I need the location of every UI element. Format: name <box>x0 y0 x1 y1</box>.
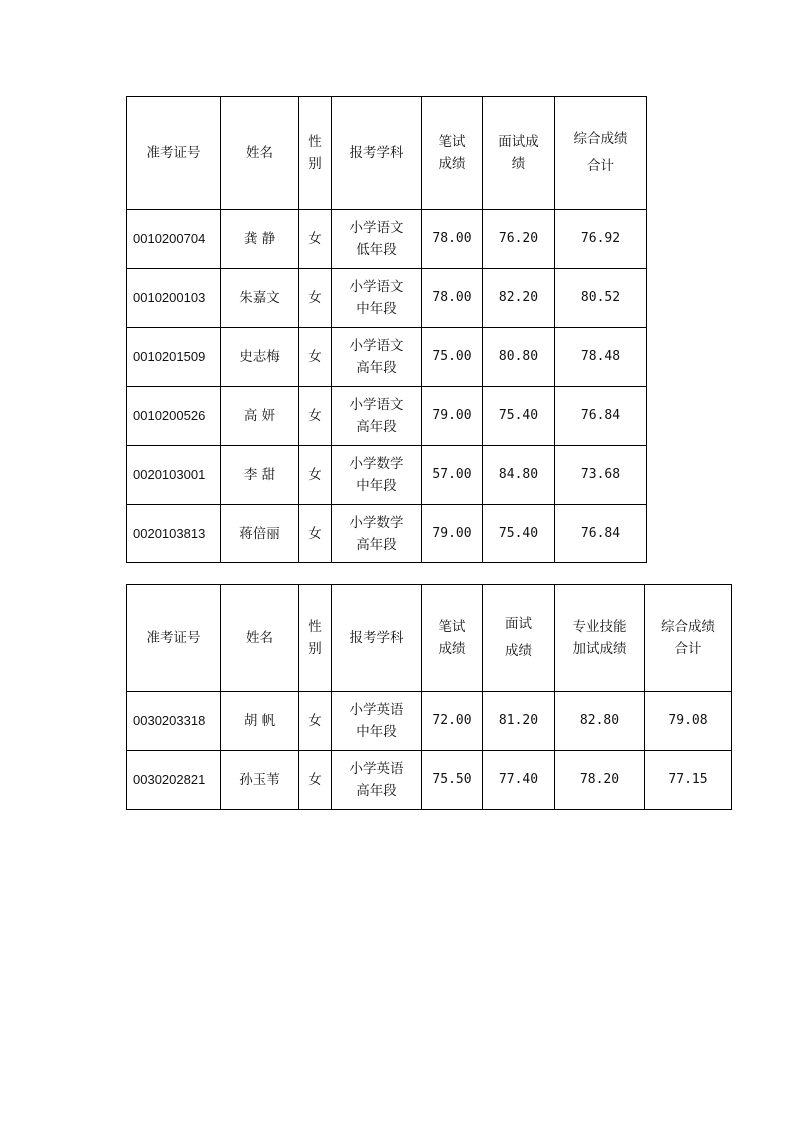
header-written-score: 笔试 成绩 <box>422 97 483 210</box>
table-row <box>127 387 647 446</box>
header-subject: 报考学科 <box>332 585 422 692</box>
skill-score: 82.80 <box>555 692 645 751</box>
exam-id: 0020103001 <box>127 446 221 505</box>
written-score: 79.00 <box>422 387 483 446</box>
candidate-name: 龚 静 <box>221 210 299 269</box>
candidate-name: 李 甜 <box>221 446 299 505</box>
header-name: 姓名 <box>221 585 299 692</box>
header-interview-score: 面试成 绩 <box>483 97 555 210</box>
gender: 女 <box>299 210 332 269</box>
written-score: 72.00 <box>422 692 483 751</box>
exam-id: 0030202821 <box>127 751 221 810</box>
header-name: 姓名 <box>221 97 299 210</box>
total-score: 73.68 <box>555 446 647 505</box>
table-row <box>127 505 647 563</box>
candidate-name: 史志梅 <box>221 328 299 387</box>
exam-id: 0010201509 <box>127 328 221 387</box>
interview-score: 76.20 <box>483 210 555 269</box>
gender: 女 <box>299 269 332 328</box>
written-score: 57.00 <box>422 446 483 505</box>
interview-score: 81.20 <box>483 692 555 751</box>
header-gender: 性 别 <box>299 585 332 692</box>
exam-id: 0010200526 <box>127 387 221 446</box>
exam-id: 0010200103 <box>127 269 221 328</box>
gender: 女 <box>299 751 332 810</box>
interview-score: 75.40 <box>483 387 555 446</box>
candidate-name: 孙玉苇 <box>221 751 299 810</box>
table-row <box>127 210 647 269</box>
table-header-row <box>127 97 647 210</box>
gender: 女 <box>299 328 332 387</box>
total-score: 77.15 <box>645 751 732 810</box>
table-row <box>127 692 732 751</box>
header-interview-score: 面试 成绩 <box>483 585 555 692</box>
written-score: 75.00 <box>422 328 483 387</box>
subject: 小学英语 中年段 <box>332 692 422 751</box>
gender: 女 <box>299 446 332 505</box>
exam-id: 0010200704 <box>127 210 221 269</box>
written-score: 78.00 <box>422 210 483 269</box>
candidate-name: 蒋倍丽 <box>221 505 299 563</box>
subject: 小学数学 高年段 <box>332 505 422 563</box>
header-exam-id: 准考证号 <box>127 585 221 692</box>
header-written-score: 笔试 成绩 <box>422 585 483 692</box>
score-table-1 <box>126 96 647 563</box>
interview-score: 82.20 <box>483 269 555 328</box>
candidate-name: 朱嘉文 <box>221 269 299 328</box>
header-skill-score: 专业技能 加试成绩 <box>555 585 645 692</box>
table-row <box>127 446 647 505</box>
exam-id: 0030203318 <box>127 692 221 751</box>
header-subject: 报考学科 <box>332 97 422 210</box>
table-row <box>127 751 732 810</box>
header-gender: 性 别 <box>299 97 332 210</box>
total-score: 76.84 <box>555 505 647 563</box>
total-score: 80.52 <box>555 269 647 328</box>
total-score: 76.92 <box>555 210 647 269</box>
subject: 小学英语 高年段 <box>332 751 422 810</box>
written-score: 79.00 <box>422 505 483 563</box>
skill-score: 78.20 <box>555 751 645 810</box>
subject: 小学语文 高年段 <box>332 328 422 387</box>
subject: 小学语文 中年段 <box>332 269 422 328</box>
total-score: 78.48 <box>555 328 647 387</box>
score-table-2 <box>126 584 732 810</box>
exam-id: 0020103813 <box>127 505 221 563</box>
interview-score: 80.80 <box>483 328 555 387</box>
interview-score: 75.40 <box>483 505 555 563</box>
interview-score: 84.80 <box>483 446 555 505</box>
written-score: 75.50 <box>422 751 483 810</box>
total-score: 79.08 <box>645 692 732 751</box>
header-total-score: 综合成绩 合计 <box>645 585 732 692</box>
table-row <box>127 269 647 328</box>
written-score: 78.00 <box>422 269 483 328</box>
candidate-name: 高 妍 <box>221 387 299 446</box>
gender: 女 <box>299 505 332 563</box>
subject: 小学语文 高年段 <box>332 387 422 446</box>
header-total-score: 综合成绩 合计 <box>555 97 647 210</box>
header-exam-id: 准考证号 <box>127 97 221 210</box>
subject: 小学数学 中年段 <box>332 446 422 505</box>
table-row <box>127 328 647 387</box>
total-score: 76.84 <box>555 387 647 446</box>
gender: 女 <box>299 387 332 446</box>
table-header-row <box>127 585 732 692</box>
subject: 小学语文 低年段 <box>332 210 422 269</box>
gender: 女 <box>299 692 332 751</box>
candidate-name: 胡 帆 <box>221 692 299 751</box>
interview-score: 77.40 <box>483 751 555 810</box>
